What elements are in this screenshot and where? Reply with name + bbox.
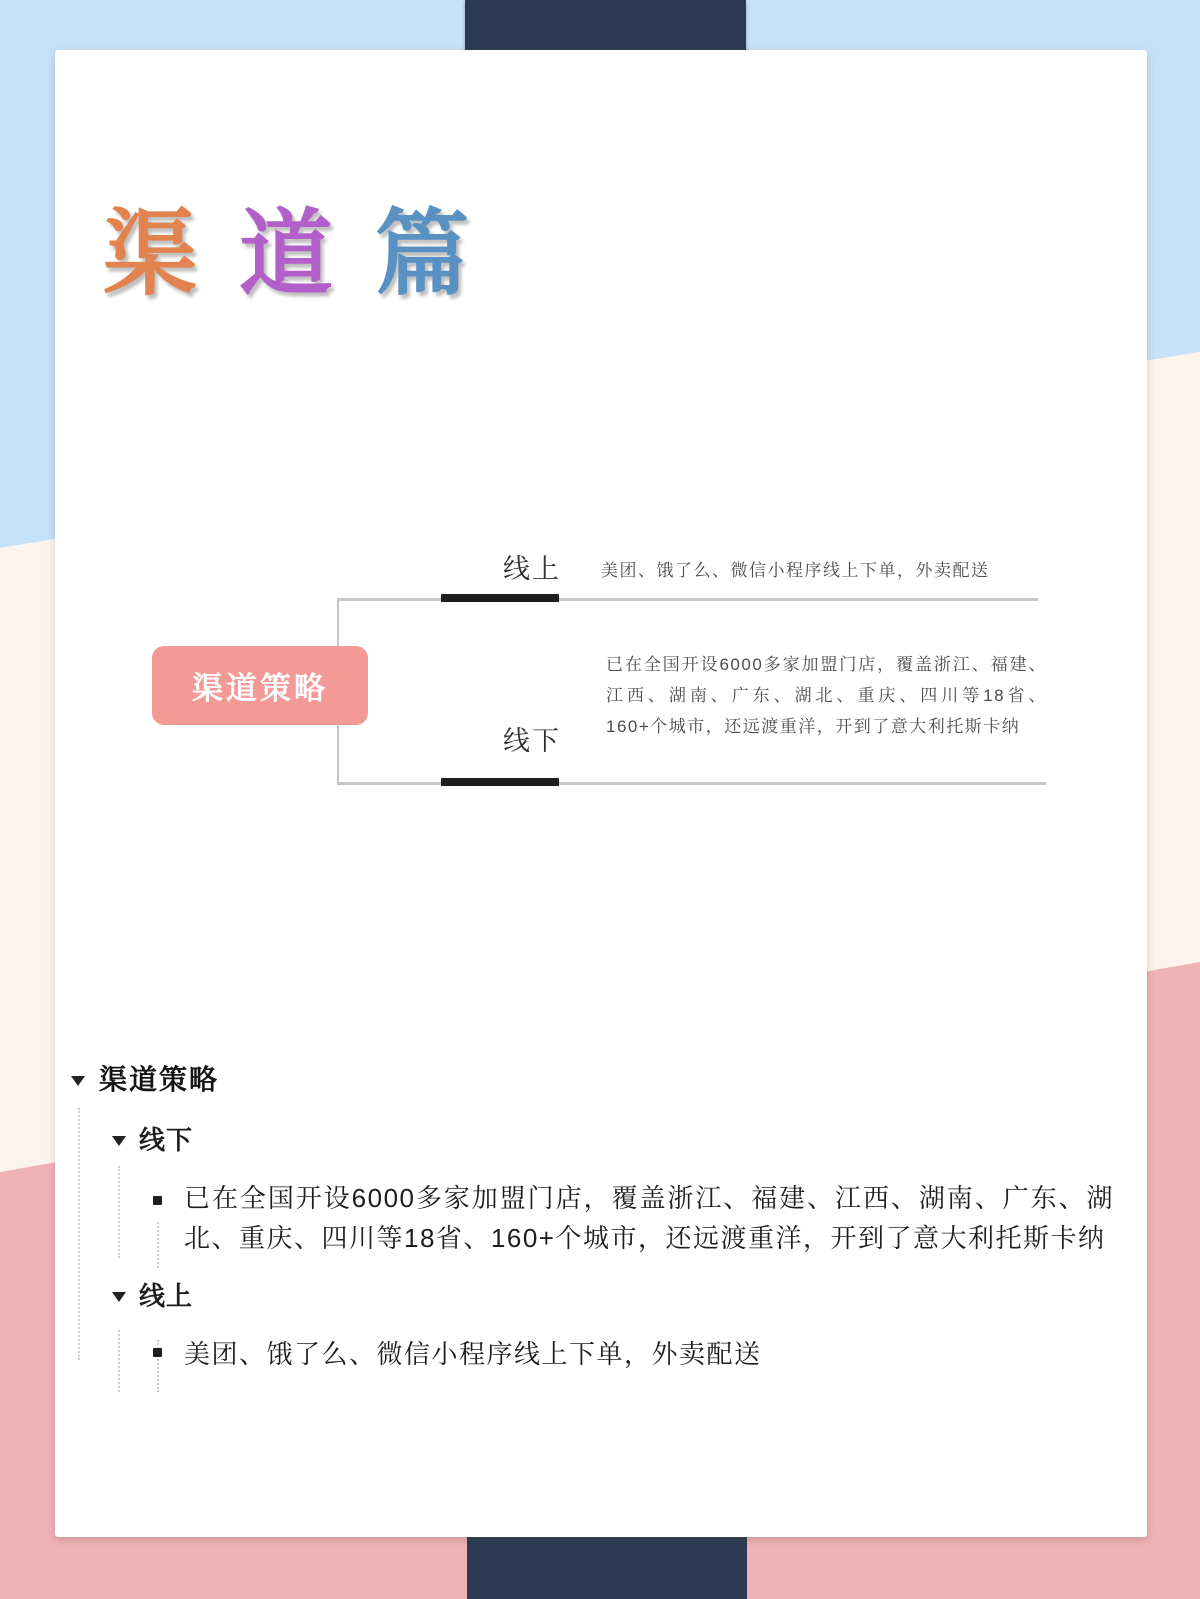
outline-section-label-offline: 线下 [139,1125,194,1155]
mindmap-branch-desc-online: 美团、饿了么、微信小程序线上下单，外卖配送 [601,561,990,580]
outline-item-online: 美团、饿了么、微信小程序线上下单，外卖配送 [184,1339,762,1369]
title-char-dao: 道 [239,201,376,306]
top-navy-tab [465,0,746,52]
collapse-triangle-icon-root[interactable] [71,1076,85,1086]
outline-section-label-online: 线上 [139,1281,194,1311]
outline-guide-line [118,1166,120,1258]
mindmap-branch-desc-offline: 已在全国开设6000多家加盟门店，覆盖浙江、福建、江西、湖南、广东、湖北、重庆、四川等18省、160+个城市，还远渡重洋，开到了意大利托斯卡纳 [606,655,1047,736]
outline-guide-line [157,1222,159,1268]
collapse-triangle-icon-online[interactable] [112,1292,126,1302]
content-card [55,50,1147,1537]
mindmap-branch-segment-offline [441,778,559,786]
page-title [103,178,511,313]
outline-guide-line [78,1108,80,1360]
mindmap-root-node[interactable] [152,646,368,725]
outline-item-offline: 已在全国开设6000多家加盟门店，覆盖浙江、福建、江西、湖南、广东、湖北、重庆、四川等18省、160+个城市，还远渡重洋，开到了意大利托斯卡纳 [184,1183,1114,1253]
outline-guide-line [118,1330,120,1392]
mindmap-branch-segment-online [441,594,559,602]
title-char-qu: 渠 [103,201,240,306]
collapse-triangle-icon-offline[interactable] [112,1136,126,1146]
mindmap-root-label: 渠道策略 [192,671,328,706]
outline-root-label: 渠道策略 [99,1064,220,1095]
bottom-navy-tab [467,1537,747,1599]
mindmap-branch-label-offline[interactable]: 线下 [503,726,561,756]
title-char-pian: 篇 [375,201,512,306]
bullet-icon [153,1348,162,1357]
mindmap-branch-label-online[interactable]: 线上 [503,554,561,584]
bullet-icon [153,1196,162,1205]
